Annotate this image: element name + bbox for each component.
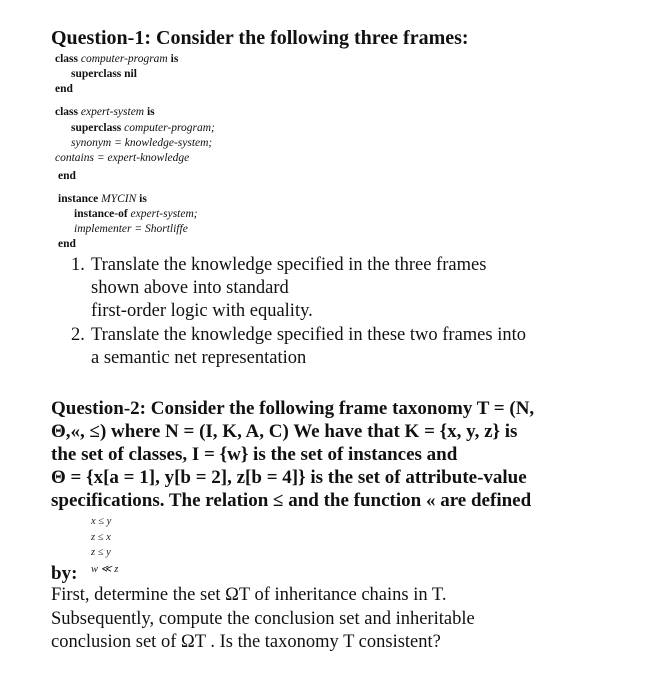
keyword-is: is <box>139 193 147 205</box>
implementer-attribute: implementer <box>74 223 132 235</box>
keyword-instance-of: instance-of <box>74 208 128 220</box>
contains-value: expert-knowledge <box>107 152 190 164</box>
question2-body-line-2: Subsequently, compute the conclusion set and inheritable <box>51 609 475 629</box>
frame2-superclass-line <box>71 122 215 134</box>
frame1-header <box>55 53 178 65</box>
question2-line-1: Question-2: Consider the following frame taxonomy T = (N, <box>51 398 535 419</box>
keyword-class: class <box>55 106 78 118</box>
task-1-text: Translate the knowledge specified in the three frames <box>91 255 487 275</box>
frame2-synonym-line <box>71 137 212 149</box>
keyword-instance: instance <box>58 193 99 205</box>
task-2-number: 2. <box>71 325 85 345</box>
task-2-line-1 <box>71 325 526 346</box>
synonym-attribute: synonym <box>71 137 112 149</box>
frame3-instance-of-line <box>74 208 198 220</box>
frame1-end: end <box>55 83 73 95</box>
task-1-line-1 <box>71 255 486 276</box>
frame2-contains-line <box>55 152 189 164</box>
frame3-name: MYCIN <box>101 193 137 205</box>
equals-sign: = <box>96 152 105 164</box>
question2-body-line-1: First, determine the set ΩT of inheritance chains in T. <box>51 585 447 605</box>
frame2-name: expert-system <box>80 106 145 118</box>
implementer-value: Shortliffe <box>145 223 188 235</box>
frame3-end: end <box>58 238 76 250</box>
keyword-is: is <box>146 106 155 118</box>
frame1-superclass-line <box>71 68 137 80</box>
frame1-superclass-value: nil <box>124 68 137 80</box>
question2-body-line-3: conclusion set of ΩT . Is the taxonomy T consistent? <box>51 632 441 652</box>
question2-line-3: the set of classes, I = {w} is the set of instances and <box>51 444 458 465</box>
frame3-header <box>58 193 147 205</box>
equals-sign: = <box>114 137 122 149</box>
frame3-instance-of-value: expert-system; <box>130 208 198 220</box>
keyword-superclass: superclass <box>71 122 122 134</box>
task-1-line-3: first-order logic with equality. <box>91 301 313 321</box>
frame2-superclass-value: computer-program; <box>124 122 215 134</box>
synonym-value: knowledge-system; <box>124 137 213 149</box>
frame2-header <box>55 106 155 118</box>
frame1-name: computer-program <box>80 53 168 65</box>
keyword-is: is <box>170 53 179 65</box>
contains-attribute: contains <box>55 152 94 164</box>
keyword-class: class <box>55 53 78 65</box>
relation-w-ll-z: w ≪ z <box>91 564 119 575</box>
question1-heading: Question-1: Consider the following three frames: <box>51 27 469 49</box>
task-2-line-2: a semantic net representation <box>91 348 307 368</box>
keyword-superclass: superclass <box>71 68 122 80</box>
question2-line-2: Θ,«, ≤) where N = (I, K, A, C) We have that K = {x, y, z} is <box>51 421 518 442</box>
relation-z-le-x: z ≤ x <box>91 532 111 543</box>
equals-sign: = <box>134 223 143 235</box>
question2-line-5: specifications. The relation ≤ and the function « are defined <box>51 490 532 511</box>
relation-x-le-y: x ≤ y <box>91 516 112 527</box>
frame2-end: end <box>58 170 76 182</box>
task-1-number: 1. <box>71 255 85 275</box>
question2-line-4: Θ = {x[a = 1], y[b = 2], z[b = 4]} is the set of attribute-value <box>51 467 527 488</box>
task-1-line-2: shown above into standard <box>91 278 289 298</box>
task-2-text: Translate the knowledge specified in these two frames into <box>91 325 526 345</box>
frame3-implementer-line <box>74 223 188 235</box>
question2-by: by: <box>51 563 78 584</box>
relation-z-le-y: z ≤ y <box>91 547 111 558</box>
